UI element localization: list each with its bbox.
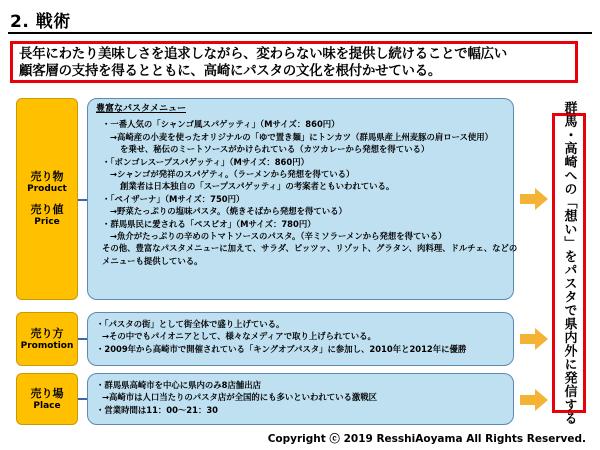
product-line: →魚介がたっぷりの辛めのトマトソースのパスタ。（辛ミソラーメンから発想を得ている） bbox=[110, 231, 447, 242]
promotion-line: ・2009年から高崎市で開催されている「キングオブパスタ」に参加し、2010年と2012年に優勝 bbox=[96, 343, 467, 354]
product-line: →野菜たっぷりの塩味パスタ。（焼きそばから発想を得ている） bbox=[110, 206, 347, 217]
connector-line bbox=[78, 338, 87, 340]
connector-line bbox=[78, 199, 87, 201]
product-price-label bbox=[16, 98, 78, 300]
price-label-jp: 売り値 bbox=[30, 203, 64, 216]
product-line: ・一番人気の「シャンゴ風スパゲッティ」（Mサイズ：860円） bbox=[102, 119, 340, 130]
connector-line bbox=[78, 398, 87, 400]
promotion-line: ・「パスタの街」として街全体で盛り上げている。 bbox=[96, 319, 285, 329]
place-line: ・営業時間は11：00～21：30 bbox=[96, 404, 218, 415]
product-line: を乗せ、秘伝のミートソースがかけられている（カツカレーから発想を得ている） bbox=[120, 144, 430, 155]
product-label-jp: 売り物 bbox=[30, 170, 64, 183]
product-line: →シャンゴが発祥のスパゲティ。（ラーメンから発想を得ている） bbox=[110, 169, 355, 180]
promotion-line: →その中でもパイオニアとして、様々なメディアで取り上げられている。 bbox=[102, 331, 376, 342]
product-line: →高崎産の小麦を使ったオリジナルの「ゆで置き麺」にトンカツ（群馬県産上州麦豚の肩ロース使用） bbox=[110, 131, 494, 142]
product-line: ・「ペイザーナ」（Mサイズ：750円） bbox=[102, 193, 245, 204]
place-label bbox=[16, 373, 78, 425]
page-title: 2. 戦術 bbox=[10, 12, 71, 32]
place-line: ・群馬県高崎市を中心に県内のみ8店舗出店 bbox=[96, 380, 261, 390]
product-line: 創業者は日本独自の「スープスパゲッティ」の考案者ともいわれている。 bbox=[120, 181, 395, 192]
arrow-right-icon bbox=[520, 328, 548, 350]
summary-box bbox=[10, 41, 578, 83]
summary-line: 長年にわたり美味しさを追求しながら、変わらない味を提供し続けることで幅広い bbox=[19, 47, 508, 62]
product-panel bbox=[87, 98, 518, 300]
product-line: メニューも提供している。 bbox=[102, 255, 203, 266]
price-label-en: Price bbox=[34, 217, 60, 227]
place-line: →高崎市は人口当たりのパスタ店が全国的にも多いといわれている激戦区 bbox=[102, 392, 378, 403]
promotion-label-en: Promotion bbox=[20, 340, 74, 351]
place-panel bbox=[87, 373, 514, 425]
summary-line: 顧客層の支持を得るとともに、高崎にパスタの文化を根付かせている。 bbox=[19, 64, 442, 79]
promotion-label-jp: 売り方 bbox=[30, 326, 64, 340]
arrow-right-icon bbox=[520, 188, 548, 210]
arrow-right-icon bbox=[520, 389, 548, 411]
product-line: ・「ボンゴレスープスパゲッティ」（Mサイズ：860円） bbox=[102, 156, 309, 167]
promotion-label bbox=[16, 312, 78, 366]
side-message-box bbox=[552, 101, 586, 425]
place-label-en: Place bbox=[33, 400, 61, 411]
menu-heading: 豊富なパスタメニュー bbox=[96, 104, 187, 114]
promotion-panel bbox=[87, 312, 514, 366]
product-line: その他、豊富なパスタメニューに加えて、サラダ、ピッツァ、リゾット、グラタン、肉料理、ドルチェ、などの bbox=[102, 243, 518, 254]
place-label-jp: 売り場 bbox=[30, 386, 64, 400]
copyright-text: Copyright ⓒ 2019 ResshiAoyama All Rights Reserved. bbox=[267, 433, 586, 445]
side-message: 群馬・高崎への「想い」をパスタで県内外に発信する bbox=[561, 101, 577, 425]
product-label-en: Product bbox=[27, 184, 67, 194]
title-underline bbox=[8, 32, 592, 34]
product-line: ・群馬県民に愛される「ペスビオ」（Mサイズ：780円） bbox=[102, 218, 316, 229]
